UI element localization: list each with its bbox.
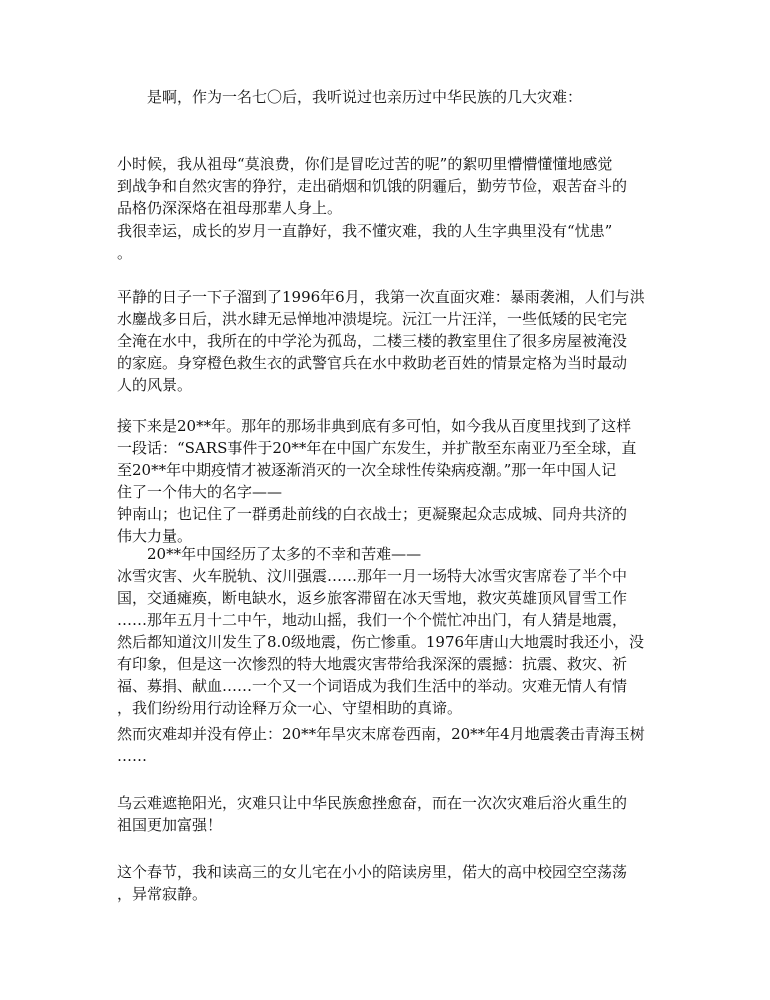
text-line: 我很幸运，成长的岁月一直静好，我不懂灾难，我的人生字典里没有“忧患” — [117, 222, 613, 240]
text-line: ……那年五月十二中午，地动山摇，我们一个个慌忙冲出门，有人猜是地震， — [117, 611, 628, 629]
text-line: 全淹在水中，我所在的中学沦为孤岛，二楼三楼的教室里住了很多房屋被淹没 — [117, 332, 628, 350]
text-line: 平静的日子一下子溜到了1996年6月，我第一次直面灾难：暴雨袭湘，人们与洪 — [117, 288, 645, 306]
text-line: 冰雪灾害、火车脱轨、汶川强震……那年一月一场特大冰雪灾害席卷了半个中 — [117, 567, 628, 585]
text-line: 小时候，我从祖母“莫浪费，你们是冒吃过苦的呢”的絮叨里懵懵懂懂地感觉 — [117, 155, 613, 173]
text-line: 祖国更加富强！ — [117, 816, 223, 834]
text-line: 国，交通瘫痪，断电缺水，返乡旅客滞留在冰天雪地，救灾英雄顶风冒雪工作 — [117, 589, 628, 607]
paragraph-1996-flood — [117, 286, 657, 396]
text-line: 住了一个伟大的名字—— — [117, 483, 283, 501]
text-line: 福、募捐、献血……一个又一个词语成为我们生活中的举动。灾难无情人有情 — [117, 677, 628, 695]
text-line: 伟大力量。 — [117, 527, 193, 545]
text-line: ，异常寂静。 — [117, 885, 208, 903]
text-line: 至20**年中期疫情才被逐渐消灭的一次全球性传染病疫潮。”那一年中国人记 — [117, 461, 617, 479]
text-line: 然而灾难却并没有停止：20**年旱灾末席卷西南，20**年4月地震袭击青海玉树 — [117, 725, 645, 743]
text-line: ，我们纷纷用行动诠释万众一心、守望相助的真谛。 — [117, 699, 463, 717]
text-line: 有印象，但是这一次惨烈的特大地震灾害带给我深深的震撼：抗震、救灾、祈 — [117, 655, 628, 673]
paragraph-continuing-disasters — [117, 723, 657, 767]
paragraph-resilience — [117, 792, 657, 836]
text-line: 这个春节，我和读高三的女儿宅在小小的陪读房里，偌大的高中校园空空荡荡 — [117, 863, 628, 881]
text-line: …… — [117, 747, 147, 765]
paragraph-intro — [117, 86, 687, 108]
text-line: 人的风景。 — [117, 376, 193, 394]
text-line: 的家庭。身穿橙色救生衣的武警官兵在水中救助老百姓的情景定格为当时最动 — [117, 354, 628, 372]
text-line: 一段话：“SARS事件于20**年在中国广东发生，并扩散至东南亚乃至全球，直 — [117, 439, 637, 457]
text-line: 然后都知道汶川发生了8.0级地震，伤亡惨重。1976年唐山大地震时我还小，没 — [117, 633, 645, 651]
paragraph-fortunate — [117, 220, 657, 264]
text-line: 接下来是20**年。那年的那场非典到底有多可怕，如今我从百度里找到了这样 — [117, 417, 632, 435]
text-line: 品格仍深深烙在祖母那辈人身上。 — [117, 199, 343, 217]
paragraph-sars — [117, 415, 657, 547]
text-line: 到战争和自然灾害的狰狞，走出硝烟和饥饿的阴霾后，勤劳节俭，艰苦奋斗的 — [117, 177, 628, 195]
text-line: 是啊，作为一名七〇后，我听说过也亲历过中华民族的几大灾难： — [147, 88, 583, 106]
text-line: 乌云难遮艳阳光，灾难只让中华民族愈挫愈奋，而在一次次灾难后浴火重生的 — [117, 794, 628, 812]
paragraph-2008-disasters — [117, 543, 657, 719]
paragraph-spring-festival — [117, 861, 657, 905]
text-line: 钟南山；也记住了一群勇赴前线的白衣战士；更凝聚起众志成城、同舟共济的 — [117, 505, 628, 523]
text-line: 水鏖战多日后，洪水肆无忌惮地冲溃堤垸。沅江一片汪洋，一些低矮的民宅完 — [117, 310, 628, 328]
text-line: 20**年中国经历了太多的不幸和苦难—— — [147, 545, 422, 563]
paragraph-childhood — [117, 153, 657, 219]
text-line: 。 — [117, 244, 133, 262]
